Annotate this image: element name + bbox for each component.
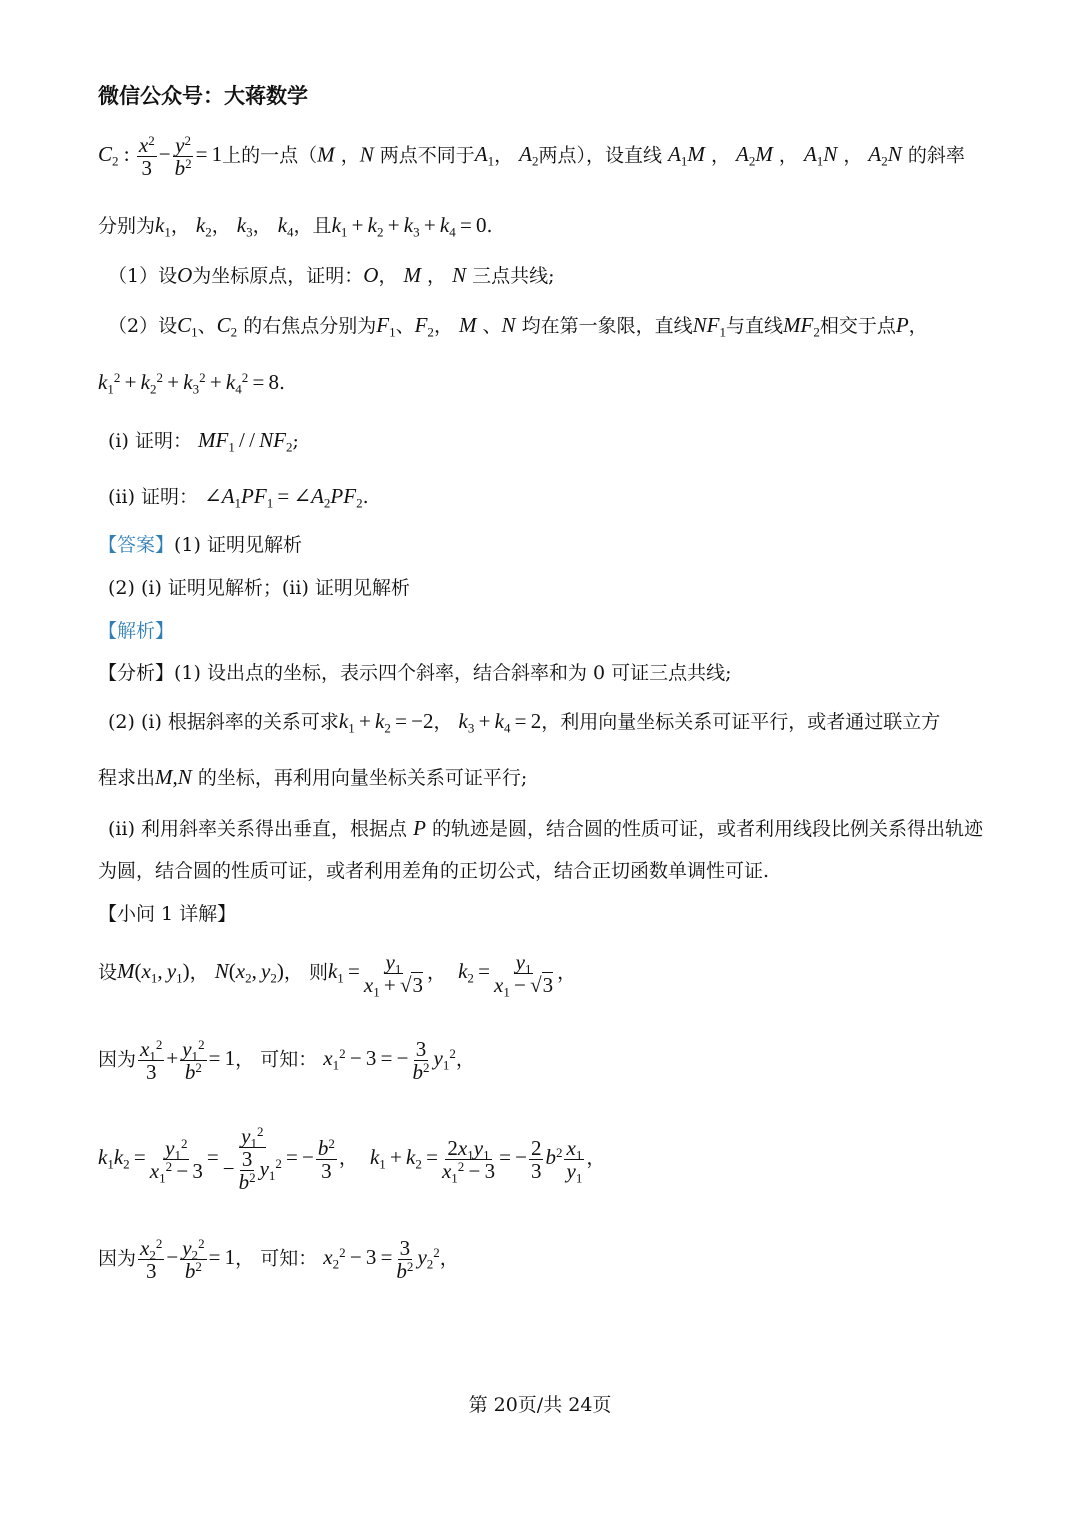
derivation-4: 因为 $\frac{x_2^2}{3}$ − $\frac{y_2^2}{b^2}$ = 1， 可知： $x_2^2 - 3$ = $\frac{3}{b^2}$ $y_2^2$， <box>98 1235 459 1284</box>
problem-line-2: 分别为$k_1$， $k_2$， $k_3$， $k_4$，且$k_1 + k_2 + k_3 + k_4 = 0$. <box>98 213 493 240</box>
derivation-3: $k_1k_2$ = $\frac{y_1^2}{x_1^2 - 3}$ = $y_1^2$ − $\frac{3}{b^2}$ $y_1^2$ = − $\frac{b^2}{3}$ ， $k_1 + k_2$ = $\frac{2x_1y_1}{x_1^2 - 3}$ = − $\frac{2}{3}$ $b^2$ $\frac{x_1}{y_1}$ ， <box>98 1123 606 1195</box>
question-2-ii: (ii) 证明： $\angle A_1PF_1$ = $\angle A_2PF_2$. <box>108 484 369 511</box>
problem-text: 两点），设直线 <box>538 144 663 167</box>
derivation-2: 因为 $\frac{x_1^2}{3}$ + $\frac{y_1^2}{b^2}$ = 1， 可知： $x_1^2 - 3$ = − $\frac{3}{b^2}$ $y_1^2$， <box>98 1036 475 1085</box>
problem-text: 上的一点（ <box>222 144 318 167</box>
question-1: （1）设O为坐标原点，证明：O， M ， N 三点共线; <box>108 263 555 287</box>
watermark-header: 微信公众号：大蒋数学 <box>98 84 308 108</box>
problem-text: 的斜率 <box>907 144 965 167</box>
page-footer: 第 20页/共 24页 <box>468 1394 612 1416</box>
problem-text: 两点不同于 <box>379 144 475 167</box>
derivation-1: 设$M(x_1$, $y_1$)， $N(x_2$, $y_2$)， 则$k_1$ = $\frac{y_1}{x_1 + √3}$ ， $k_2$ = $\frac{y_1}{x_1 - √3}$ ， <box>98 950 577 1000</box>
analysis-line-2: (2) (i) 根据斜率的关系可求$k_1 + k_2 = -2$， $k_3 + k_4 = 2$，利用向量坐标关系可证平行，或者通过联立方 <box>108 709 941 736</box>
question-2-i: (i) 证明： $MF_1$ / / $NF_2$; <box>108 428 299 455</box>
question-2: （2）设$C_1$、$C_2$ 的右焦点分别为$F_1$、$F_2$， M 、N 均在第一象限，直线$NF_1$与直线$MF_2$相交于点P， <box>108 313 928 340</box>
sub-question-title: 【小问 1 详解】 <box>98 903 237 925</box>
analysis-tag: 【解析】 <box>98 620 175 642</box>
analysis-line-5: 为圆，结合圆的性质可证，或者利用差角的正切公式，结合正切函数单调性可证. <box>98 860 770 882</box>
problem-line-1: $C_2$ : $\frac{x^2}{3}$ − $\frac{y^2}{b^2}$ = 1上的一点（M ，N 两点不同于$A_1$， $A_2$两点），设直线 $A_1M$ ， $A_2M$ ， $A_1N$ ， $A_2N$ 的斜率 <box>98 132 965 181</box>
answer-tag: 【答案】 <box>98 534 175 556</box>
answer-line-1: 【答案】(1) 证明见解析 <box>98 534 302 556</box>
analysis-line-3: 程求出M,N 的坐标，再利用向量坐标关系可证平行; <box>98 765 528 789</box>
problem-text: 分别为 <box>98 215 156 237</box>
analysis-line-4: (ii) 利用斜率关系得出垂直，根据点 P 的轨迹是圆，结合圆的性质可证，或者利用线段比例关系得出轨迹 <box>108 816 983 840</box>
answer-line-2: (2) (i) 证明见解析；(ii) 证明见解析 <box>108 577 410 599</box>
question-2-condition: $k_1^2 + k_2^2 + k_3^2 + k_4^2 = 8$. <box>98 369 286 397</box>
problem-text: 且 <box>312 215 332 237</box>
analysis-fenxi: 【分析】(1) 设出点的坐标，表示四个斜率，结合斜率和为 0 可证三点共线; <box>98 662 732 684</box>
